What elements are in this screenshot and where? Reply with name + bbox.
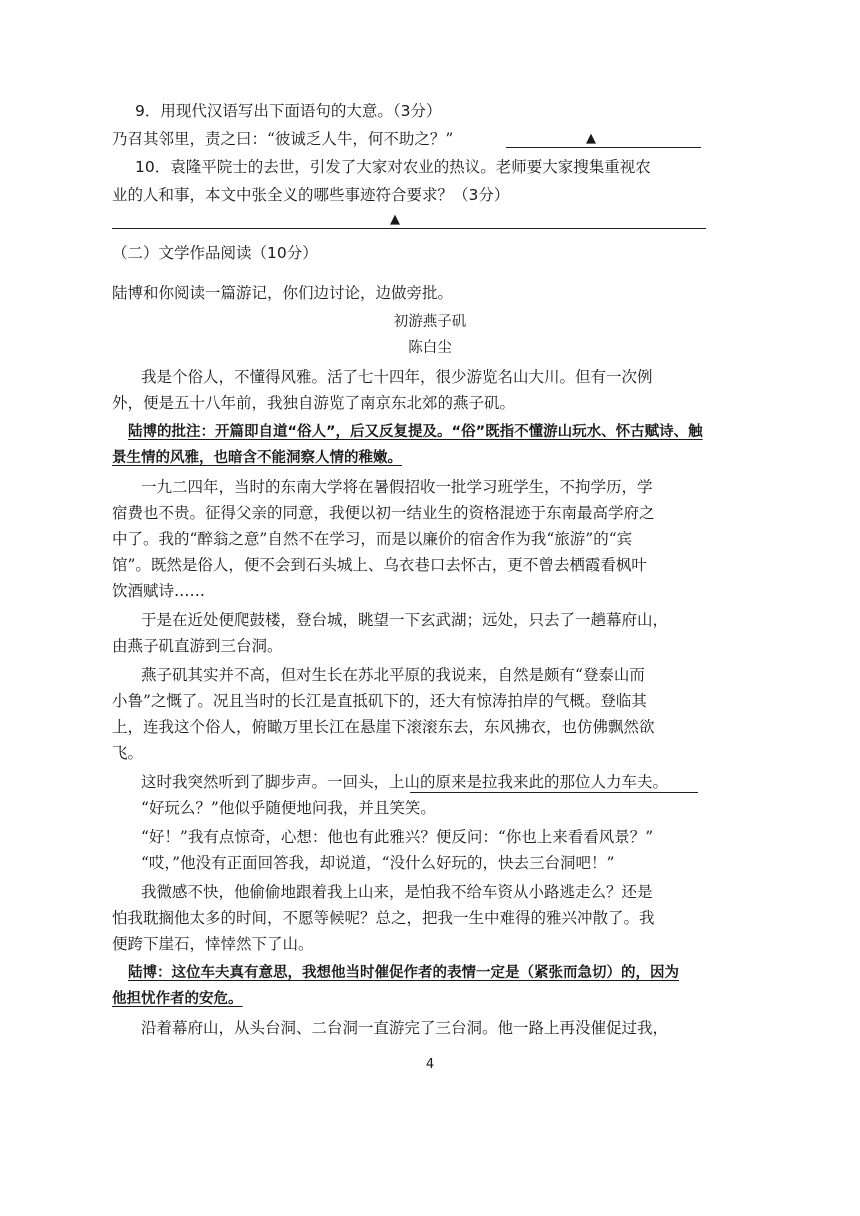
paragraph-line: 这时我突然听到了脚步声。一回头，上山的原来是拉我来此的那位人力车夫。 — [141, 773, 669, 791]
paragraph-line: “哎，”他没有正面回答我，却说道，“没什么好玩的，快去三台洞吧！” — [141, 854, 615, 872]
paragraph-line: 飞。 — [112, 744, 144, 762]
paragraph-line: 馆”。既然是俗人，便不会到石头城上、乌衣巷口去怀古，更不曾去栖霞看枫叶 — [112, 556, 647, 574]
paragraph-line: 宿费也不贵。征得父亲的同意，我便以初一结业生的资格混迹于东南最高学府之 — [112, 504, 655, 522]
annotation-line: 陆博的批注：开篇即自道“俗人”，后又反复提及。“俗”既指不懂游山玩水、怀古赋诗、触 — [128, 424, 703, 440]
paragraph-line: 上，连我这个俗人，俯瞰万里长江在悬崖下滚滚东去，东风拂衣，也仿佛飘然欲 — [112, 718, 655, 736]
paragraph-line: “好！”我有点惊奇，心想：他也有此雅兴？便反问：“你也上来看看风景？” — [141, 828, 654, 846]
answer-marker-icon: ▲ — [390, 212, 400, 227]
section-heading: （二）文学作品阅读（10分） — [112, 244, 318, 262]
article-title: 初游燕子矶 — [393, 314, 467, 330]
paragraph-line: 我微感不快，他偷偷地跟着我上山来，是怕我不给车资从小路逃走么？还是 — [141, 883, 653, 901]
question-10-line-2: 业的人和事，本文中张全义的哪些事迹符合要求？（3分） — [112, 186, 510, 204]
question-9-source-text: 乃召其邻里，责之曰：“彼诚乏人牛，何不助之？” — [112, 130, 454, 148]
question-10-answer-line[interactable] — [112, 228, 706, 229]
paragraph-line: 小鲁”之慨了。况且当时的长江是直抵矶下的，还大有惊涛拍岸的气概。登临其 — [112, 692, 647, 710]
paragraph-line: 便跨下崖石，悻悻然下了山。 — [112, 935, 314, 953]
annotation-line: 景生情的风雅，也暗含不能洞察人情的稚嫩。 — [112, 450, 402, 466]
paragraph-line: 于是在近处便爬鼓楼，登台城，眺望一下玄武湖；远处，只去了一趟幕府山， — [141, 611, 669, 629]
question-9-prompt: 9．用现代汉语写出下面语句的大意。（3分） — [135, 102, 442, 120]
paragraph-line: 沿着幕府山，从头台洞、二台洞一直游完了三台洞。他一路上再没催促过我， — [141, 1019, 669, 1037]
paragraph-line: 燕子矶其实并不高，但对生长在苏北平原的我说来，自然是颇有“登泰山而 — [141, 666, 645, 684]
student-underline — [410, 792, 698, 793]
annotation-line: 他担忧作者的安危。 — [112, 991, 243, 1007]
question-9-answer-line[interactable] — [506, 147, 701, 148]
paragraph-line: 一九二四年，当时的东南大学将在暑假招收一批学习班学生，不拘学历，学 — [141, 478, 653, 496]
page-number: 4 — [425, 1057, 435, 1072]
paragraph-line: 外，便是五十八年前，我独自游览了南京东北郊的燕子矶。 — [112, 394, 516, 412]
paragraph-line: 饮酒赋诗…… — [112, 582, 206, 600]
paragraph-line: 中了。我的“醉翁之意”自然不在学习，而是以廉价的宿舍作为我“旅游”的“宾 — [112, 530, 633, 548]
section-intro: 陆博和你阅读一篇游记，你们边讨论，边做旁批。 — [112, 284, 454, 302]
annotation-line: 陆博：这位车夫真有意思，我想他当时催促作者的表情一定是（紧张而急切）的，因为 — [128, 965, 679, 981]
paragraph-line: “好玩么？”他似乎随便地问我，并且笑笑。 — [141, 799, 436, 817]
paragraph-line: 怕我耽搁他太多的时间，不愿等候呢？总之，把我一生中难得的雅兴冲散了。我 — [112, 909, 655, 927]
article-author: 陈白尘 — [408, 340, 452, 356]
question-10-line-1: 10．袁隆平院士的去世，引发了大家对农业的热议。老师要大家搜集重视农 — [135, 158, 651, 176]
paragraph-line: 由燕子矶直游到三台洞。 — [112, 637, 283, 655]
paragraph-line: 我是个俗人，不懂得风雅。活了七十四年，很少游览名山大川。但有一次例 — [141, 368, 653, 386]
answer-marker-icon: ▲ — [586, 131, 596, 146]
